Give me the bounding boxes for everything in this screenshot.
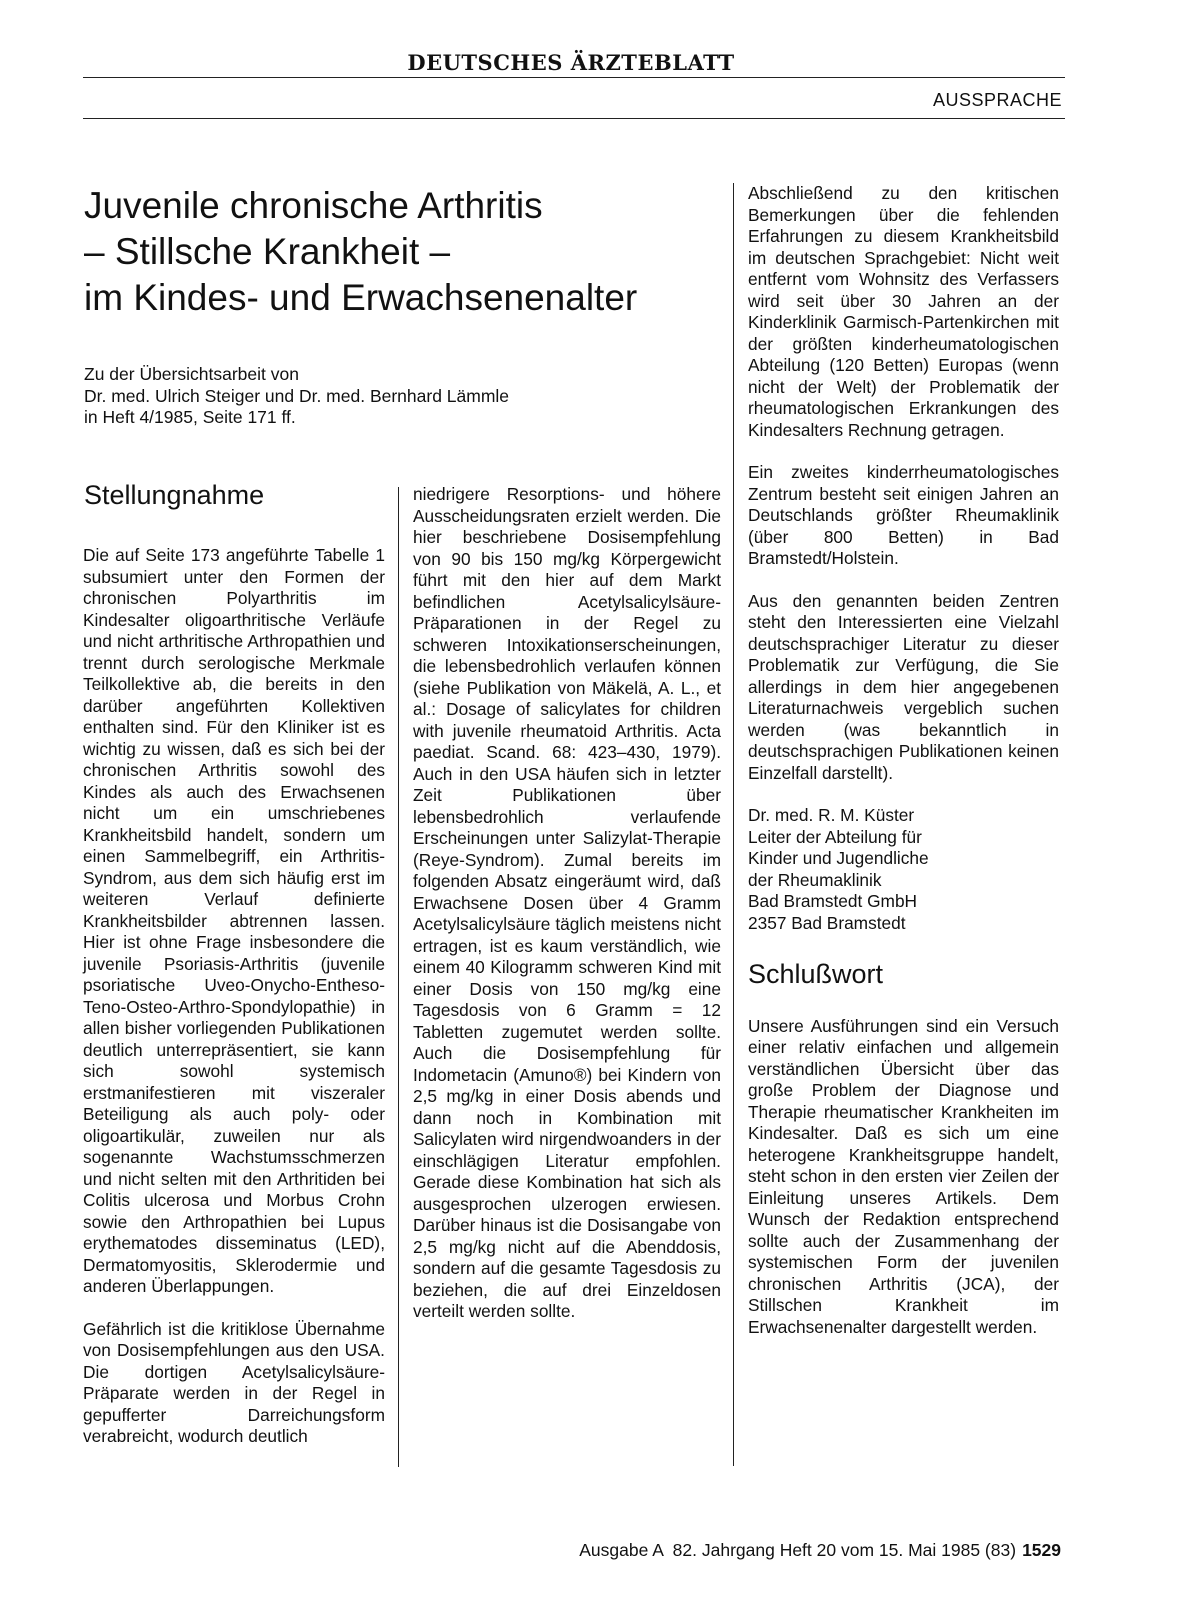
article-title <box>84 183 734 321</box>
reference-note <box>84 364 509 429</box>
stellungnahme-paragraph-5: Aus den genannten beiden Zentren steht den Interessierten eine Vielzahl deutschsprachiger Literatur zu dieser Problematik zur Verfügung, die Sie allerdings in dem hier angegebenen Literaturnachweis vergeblich suchen werden (was bekanntlich in deutschsprachigen Publikationen keinen Einzelfall darstellt). <box>748 590 1059 783</box>
stellungnahme-paragraph-2-continued: niedrigere Resorptions- und höhere Ausscheidungsraten erzielt werden. Die hier beschriebene Dosisempfehlung von 90 bis 150 mg/kg Körpergewicht führt mit den hier auf dem Markt befindlichen Acetylsalicylsäure-Präparationen in der Regel zu schweren Intoxikationserscheinungen, die lebensbedrohlich verlaufen können (siehe Publikation von Mäkelä, A. L., et al.: Dosage of salicylates for children with juvenile rheumatoid Arthritis. Acta paediat. Scand. 68: 423–430, 1979). Auch in den USA häufen sich in letzter Zeit Publikationen über lebensbedrohlich verlaufende Erscheinungen unter Salizylat-Therapie (Reye-Syndrom). Zumal bereits im folgenden Absatz eingeräumt wird, daß Erwachsene Dosen über 4 Gramm Acetylsalicylsäure täglich meistens nicht ertragen, ist es kaum verständlich, wie einem 40 Kilogramm schweren Kind mit einer Dosis von 150 mg/kg eine Tagesdosis von 6 Gramm = 12 Tabletten zugemutet werden sollte. Auch die Dosisempfehlung für Indometacin (Amuno®) bei Kindern von 2,5 mg/kg in einer Dosis abends und dann noch in Kombination mit Salicylaten wird nirgendwoanders in der einschlägigen Literatur empfohlen. Gerade diese Kombination hat sich als ausgesprochen ulzerogen erwiesen. Darüber hinaus ist die Dosisangabe von 2,5 mg/kg nicht auf die Abenddosis, sondern auf die gesamte Tagesdosis zu beziehen, die auf drei Einzeldosen verteilt werden sollte. <box>413 484 721 1321</box>
reference-line-1: Zu der Übersichtsarbeit von <box>84 364 299 384</box>
title-line-3: im Kindes- und Erwachsenenalter <box>84 277 638 318</box>
signature-line-4: der Rheumaklinik <box>748 869 882 890</box>
reference-line-3: in Heft 4/1985, Seite 171 ff. <box>84 407 296 427</box>
stellungnahme-paragraph-2: Gefährlich ist die kritiklose Übernahme von Dosisempfehlungen aus den USA. Die dortigen Acetylsalicylsäure-Präparate werden in der Regel in gepufferter Darreichungsform verabreicht, wodurch deutlich <box>83 1318 385 1446</box>
signature-block <box>748 805 1059 934</box>
column-divider-2 <box>733 183 734 1466</box>
signature-name: Dr. med. R. M. Küster <box>748 805 915 825</box>
section-label: AUSSPRACHE <box>932 90 1062 110</box>
section-rule <box>83 118 1065 119</box>
signature-line-5: Bad Bramstedt GmbH <box>748 891 918 911</box>
page-number: 1529 <box>1022 1540 1061 1560</box>
title-line-1: Juvenile chronische Arthritis <box>84 185 543 226</box>
title-line-2: – Stillsche Krankheit – <box>84 231 451 272</box>
schlusswort-paragraph: Unsere Ausführungen sind ein Versuch einer relativ einfachen und allgemein verständlichen Übersicht über das große Problem der Diagnose und Therapie rheumatischer Krankheiten im Kindesalter. Daß es sich um eine heterogene Krankheitsgruppe handelt, steht schon in den ersten vier Zeilen der Einleitung unseres Artikels. Dem Wunsch der Redaktion entsprechend sollte auch der Zusammenhang der systemischen Form der juvenilen chronischen Arthritis (JCA), der Stillschen Krankheit im Erwachsenenalter dargestellt werden. <box>748 1015 1059 1337</box>
signature-line-2: Leiter der Abteilung für <box>748 826 922 847</box>
footer-issue-info: Ausgabe A 82. Jahrgang Heft 20 vom 15. Mai 1985 (83) <box>579 1540 1017 1560</box>
stellungnahme-paragraph-4: Ein zweites kinderrheumatologisches Zentrum besteht seit einigen Jahren an Deutschlands größter Rheumaklinik (über 800 Betten) in Bad Bramstedt/Holstein. <box>748 462 1059 568</box>
stellungnahme-heading: Stellungnahme <box>84 480 265 510</box>
column-2 <box>413 484 721 1323</box>
column-divider-1 <box>398 487 399 1467</box>
schlusswort-heading: Schlußwort <box>748 959 884 989</box>
masthead-rule <box>83 77 1065 78</box>
stellungnahme-paragraph-1: Die auf Seite 173 angeführte Tabelle 1 subsumiert unter den Formen der chronischen Polyarthritis im Kindesalter oligoarthritische Verläufe und nicht arthritische Arthropathien und trennt durch serologische Merkmale Teilkollektive ab, die bereits in den darüber angeführten Kollektiven enthalten sind. Für den Kliniker ist es wichtig zu wissen, daß es sich bei der chronischen Arthritis sowohl des Kindes als auch des Erwachsenen nicht um ein umschriebenes Krankheitsbild handelt, sondern um einen Sammelbegriff, ein Arthritis-Syndrom, aus dem sich häufig erst im weiteren Verlauf definierte Krankheitsbilder abtrennen lassen. Hier ist ohne Frage insbesondere die juvenile Psoriasis-Arthritis (juvenile psoriatische Uveo-Onycho-Entheso-Teno-Osteo-Arthro-Spondylopathie) in allen bisher vorliegenden Publikationen deutlich unterrepräsentiert, sie kann sich sowohl systemisch erstmanifestieren mit viszeraler Beteiligung als auch poly- oder oligoartikulär, zuweilen nur als sogenannte Wachstumsschmerzen und nicht selten mit den Arthritiden bei Colitis ulcerosa und Morbus Crohn sowie den Arthropathien bei Lupus erythematodes disseminatus (LED), Dermatomyositis, Sklerodermie und anderen Überlappungen. <box>83 545 385 1296</box>
signature-line-3: Kinder und Jugendliche <box>748 848 929 868</box>
column-3 <box>748 183 1059 1338</box>
reference-line-2: Dr. med. Ulrich Steiger und Dr. med. Bernhard Lämmle <box>84 385 510 406</box>
masthead: DEUTSCHES ÄRZTEBLATT <box>407 50 735 75</box>
stellungnahme-paragraph-3: Abschließend zu den kritischen Bemerkungen über die fehlenden Erfahrungen zu diesem Krankheitsbild im deutschen Sprachgebiet: Nicht weit entfernt vom Wohnsitz des Verfassers wird seit über 30 Jahren an der Kinderklinik Garmisch-Partenkirchen mit der größten kinderheumatologischen Abteilung (120 Betten) Europas (wenn nicht der Welt) der Problematik der rheumatologischen Erkrankungen des Kindesalters Rechnung getragen. <box>748 183 1059 440</box>
page-footer <box>579 1540 1061 1561</box>
column-1 <box>83 545 385 1448</box>
signature-line-6: 2357 Bad Bramstedt <box>748 912 906 933</box>
